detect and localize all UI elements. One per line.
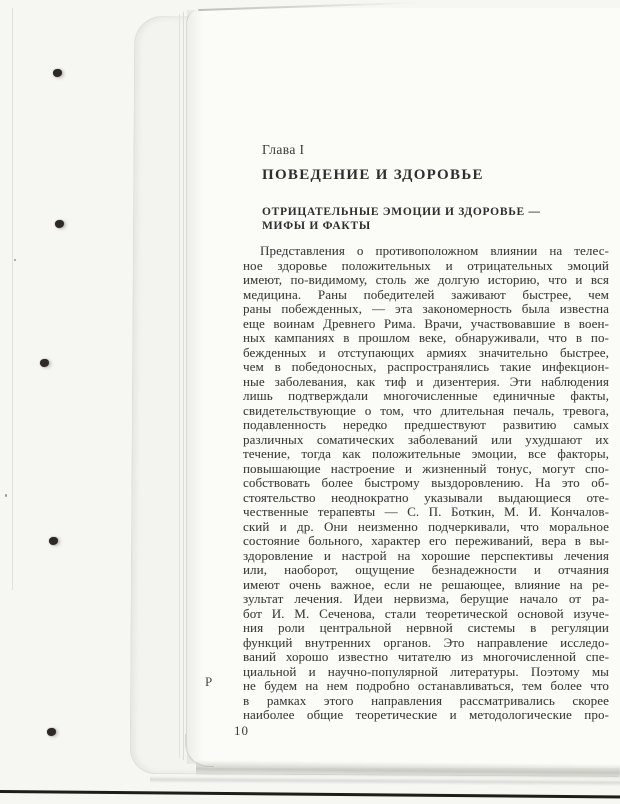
text-line: ные заболевания, как тиф и дизентерия. Эти наблюдения <box>243 373 609 389</box>
text-line: чественные терапевты — С. П. Боткин, М. И. Кончалов- <box>243 504 609 519</box>
text-line: функций внутренних органов. Это направление исследо- <box>243 634 609 650</box>
dust-speck <box>5 494 7 497</box>
body-paragraph <box>243 244 609 723</box>
backing-sheet-edge <box>12 8 13 590</box>
punch-hole <box>40 359 49 367</box>
text-line: бот И. М. Сеченова, стали теоретической основой изуче- <box>243 605 609 621</box>
text-line: бежденных и отступающих армиях значительно быстрее, <box>243 344 609 360</box>
text-line: не будем на нем подробно останавливаться, тем более что <box>243 678 609 693</box>
text-line: собствовать более быстрому выздоровлению. На это об- <box>243 475 609 490</box>
text-line: чем в победоносных, распространялись такие инфекцион- <box>243 359 609 374</box>
page-gutter-shade <box>187 10 203 764</box>
text-line: имеют, по-видимому, столь же долгую историю, что и вся <box>243 272 609 287</box>
text-line: стоятельство неоднократно указывали выдающиеся оте- <box>243 489 609 505</box>
page-text-block <box>243 142 609 723</box>
text-line: имеют очень важное, если не решающее, влияние на ре- <box>243 576 609 592</box>
text-line: здоровление и настрой на хорошие перспективы лечения <box>243 547 609 563</box>
text-line: ваний хорошо известно читателю из многочисленной спе- <box>243 649 609 664</box>
text-line: раны побежденных, — эта закономерность была известна <box>243 301 609 316</box>
text-line: наиболее общие теоретические и методологические про- <box>243 707 609 722</box>
text-line: еще воинам Древнего Рима. Врачи, участвовавшие в воен- <box>243 315 609 331</box>
section-title <box>262 205 609 233</box>
text-line: ное здоровье положительных и отрицательных эмоций <box>243 257 609 273</box>
punch-hole <box>47 728 56 736</box>
punch-hole <box>55 220 64 228</box>
punch-hole <box>53 69 62 77</box>
text-line: состояние больного, характер его переживаний, вера в вы- <box>243 533 609 548</box>
page-number: 10 <box>234 723 249 738</box>
text-line: зультат лечения. Идеи нервизма, берущие начало от ра- <box>243 591 609 606</box>
dust-speck <box>14 259 16 261</box>
text-line: ния роли центральной нервной системы в регуляции <box>243 620 609 635</box>
section-title-line2: МИФЫ И ФАКТЫ <box>262 220 371 232</box>
page-fore-edge <box>179 14 180 758</box>
text-line: течение, тогда как положительные эмоции, все факторы, <box>243 446 609 461</box>
text-line: или, наоборот, ощущение безнадежности и отчаяния <box>243 562 609 577</box>
chapter-title: ПОВЕДЕНИЕ И ЗДОРОВЬЕ <box>262 167 484 183</box>
section-title-line1: ОТРИЦАТЕЛЬНЫЕ ЭМОЦИИ И ЗДОРОВЬЕ — <box>262 206 541 218</box>
text-line: свидетельствующие о том, что длительная печаль, тревога, <box>243 402 609 418</box>
text-line: циальной и научно-популярной литературы. Поэтому мы <box>243 663 609 679</box>
chapter-label: Глава I <box>262 142 305 157</box>
text-line: подавленность нередко предшествуют развитию самых <box>243 417 609 432</box>
text-line: в рамках этого направления рассматривались скорее <box>243 692 609 708</box>
text-line: повышающие настроение и жизненный тонус, могут спо- <box>243 460 609 476</box>
text-line: медицина. Раны победителей заживают быстрее, чем <box>243 286 609 302</box>
text-line: ных кампаниях в прошлом веке, обнаруживали, что в по- <box>243 330 609 345</box>
page-fore-edge <box>183 12 184 760</box>
underpage-stray-letter: Р <box>205 674 213 689</box>
text-line: лишь подтверждали многочисленные единичные факты, <box>243 388 609 403</box>
scan-edge-line <box>0 790 620 798</box>
punch-hole <box>49 537 58 545</box>
text-line: Представления о противоположном влиянии на телес- <box>260 243 609 258</box>
text-line: различных соматических заболеваний или ухудшают их <box>243 431 609 447</box>
text-line: ский и др. Они неизменно подчеркивали, что моральное <box>243 518 609 534</box>
